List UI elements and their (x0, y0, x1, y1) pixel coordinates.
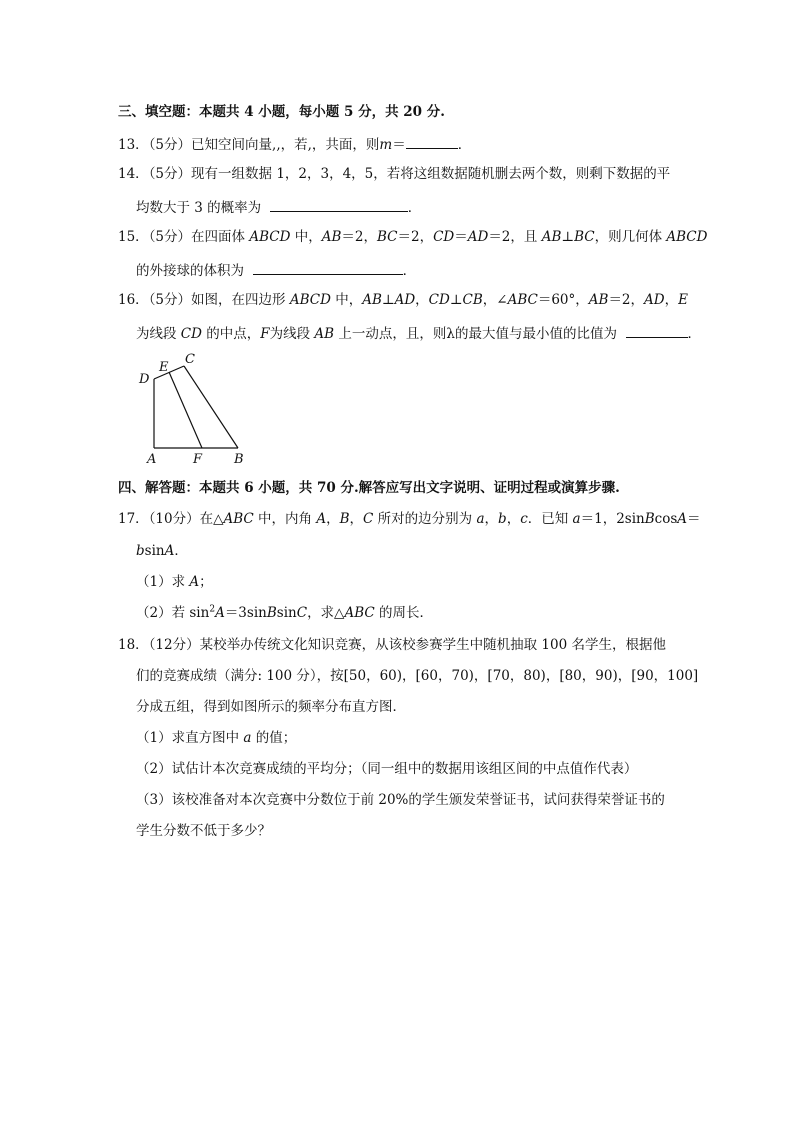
question-18-line-1: 18．（12分）某校举办传统文化知识竞赛，从该校参赛学生中随机抽取 100 名学生，根据他 (118, 637, 666, 653)
label-a: A (147, 452, 157, 467)
question-number: 16． (118, 292, 149, 308)
question-number: 17． (118, 511, 149, 527)
question-number: 14． (118, 166, 149, 182)
section-3-heading: 三、填空题：本题共 4 小题，每小题 5 分，共 20 分. (118, 104, 445, 120)
question-score: （5分） (148, 229, 192, 245)
question-15-line-2: 的外接球的体积为 ． (136, 260, 416, 280)
label-d: D (139, 372, 150, 387)
answer-blank (406, 134, 458, 149)
question-score: （5分） (148, 137, 192, 153)
question-18-part-2: （2）试估计本次竞赛成绩的平均分；（同一组中的数据用该组区间的中点值作代表） (136, 761, 638, 777)
quadrilateral-figure (133, 349, 253, 469)
question-14-line-1 (118, 165, 670, 183)
variable-m: m (379, 137, 393, 153)
question-17-part-1: （1）求 A； (136, 574, 213, 590)
question-score: （5分） (148, 292, 192, 308)
segment-cb (184, 366, 238, 448)
question-number: 15． (118, 229, 149, 245)
question-18-line-3: 分成五组，得到如图所示的频率分布直方图． (136, 699, 406, 715)
question-17-part-2: （2）若 $\sin^2A=3sinBsinC$，求△ABC 的周长． (136, 604, 433, 621)
section-4-heading: 四、解答题：本题共 6 小题，共 70 分.解答应写出文字说明、证明过程或演算步骤. (118, 480, 620, 496)
question-score: （5分） (148, 166, 192, 182)
label-f: F (193, 452, 203, 467)
label-c: C (185, 352, 195, 367)
question-17-line-1: 17．（10分）在△ABC 中，内角 A，B，C 所对的边分别为 a，b，c．已知 a＝1，2sinBcosA＝ (118, 511, 701, 527)
question-number: 18． (118, 637, 149, 653)
question-number: 13． (118, 137, 149, 153)
question-18-part-3-line-2: 学生分数不低于多少？ (136, 823, 271, 839)
question-text: 已知空间向量,,，若,，共面，则 (191, 137, 380, 153)
label-b: B (234, 452, 244, 467)
question-13: 13．（5分）已知空间向量,,，若,，共面，则m＝ ． (118, 134, 471, 154)
answer-blank (253, 260, 403, 275)
question-15-line-1: 15．（5分）在四面体 ABCD 中，AB＝2，BC＝2，CD＝AD＝2，且 AB⊥BC，则几何体 ABCD (118, 229, 708, 245)
question-16-line-2: 为线段 CD 的中点，F为线段 AB 上一动点，且，则λ的最大值与最小值的比值为 ． (136, 323, 701, 343)
question-score: （10分） (148, 511, 200, 527)
question-18-line-2: 们的竞赛成绩（满分: 100 分），按[50，60)，[60，70)，[70，80)，[80，90)，[90，100] (136, 668, 699, 684)
label-e: E (159, 360, 169, 375)
answer-blank (626, 323, 688, 338)
question-text: 现有一组数据 1，2，3，4，5，若将这组数据随机删去两个数，则剩下数据的平 (191, 166, 671, 182)
segment-ef (169, 372, 202, 448)
answer-blank (270, 197, 408, 212)
question-16-line-1: 16．（5分）如图，在四边形 ABCD 中，AB⊥AD，CD⊥CB，∠ABC＝60°，AB＝2，AD，E (118, 292, 688, 308)
question-18-part-1: （1）求直方图中 a 的值； (136, 730, 297, 746)
question-14-line-2: 均数大于 3 的概率为 ． (136, 197, 421, 217)
question-score: （12分） (148, 637, 200, 653)
question-18-part-3-line-1: （3）该校准备对本次竞赛中分数位于前 20%的学生颁发荣誉证书，试问获得荣誉证书的 (136, 792, 665, 808)
question-17-line-2: bsinA． (136, 543, 188, 559)
